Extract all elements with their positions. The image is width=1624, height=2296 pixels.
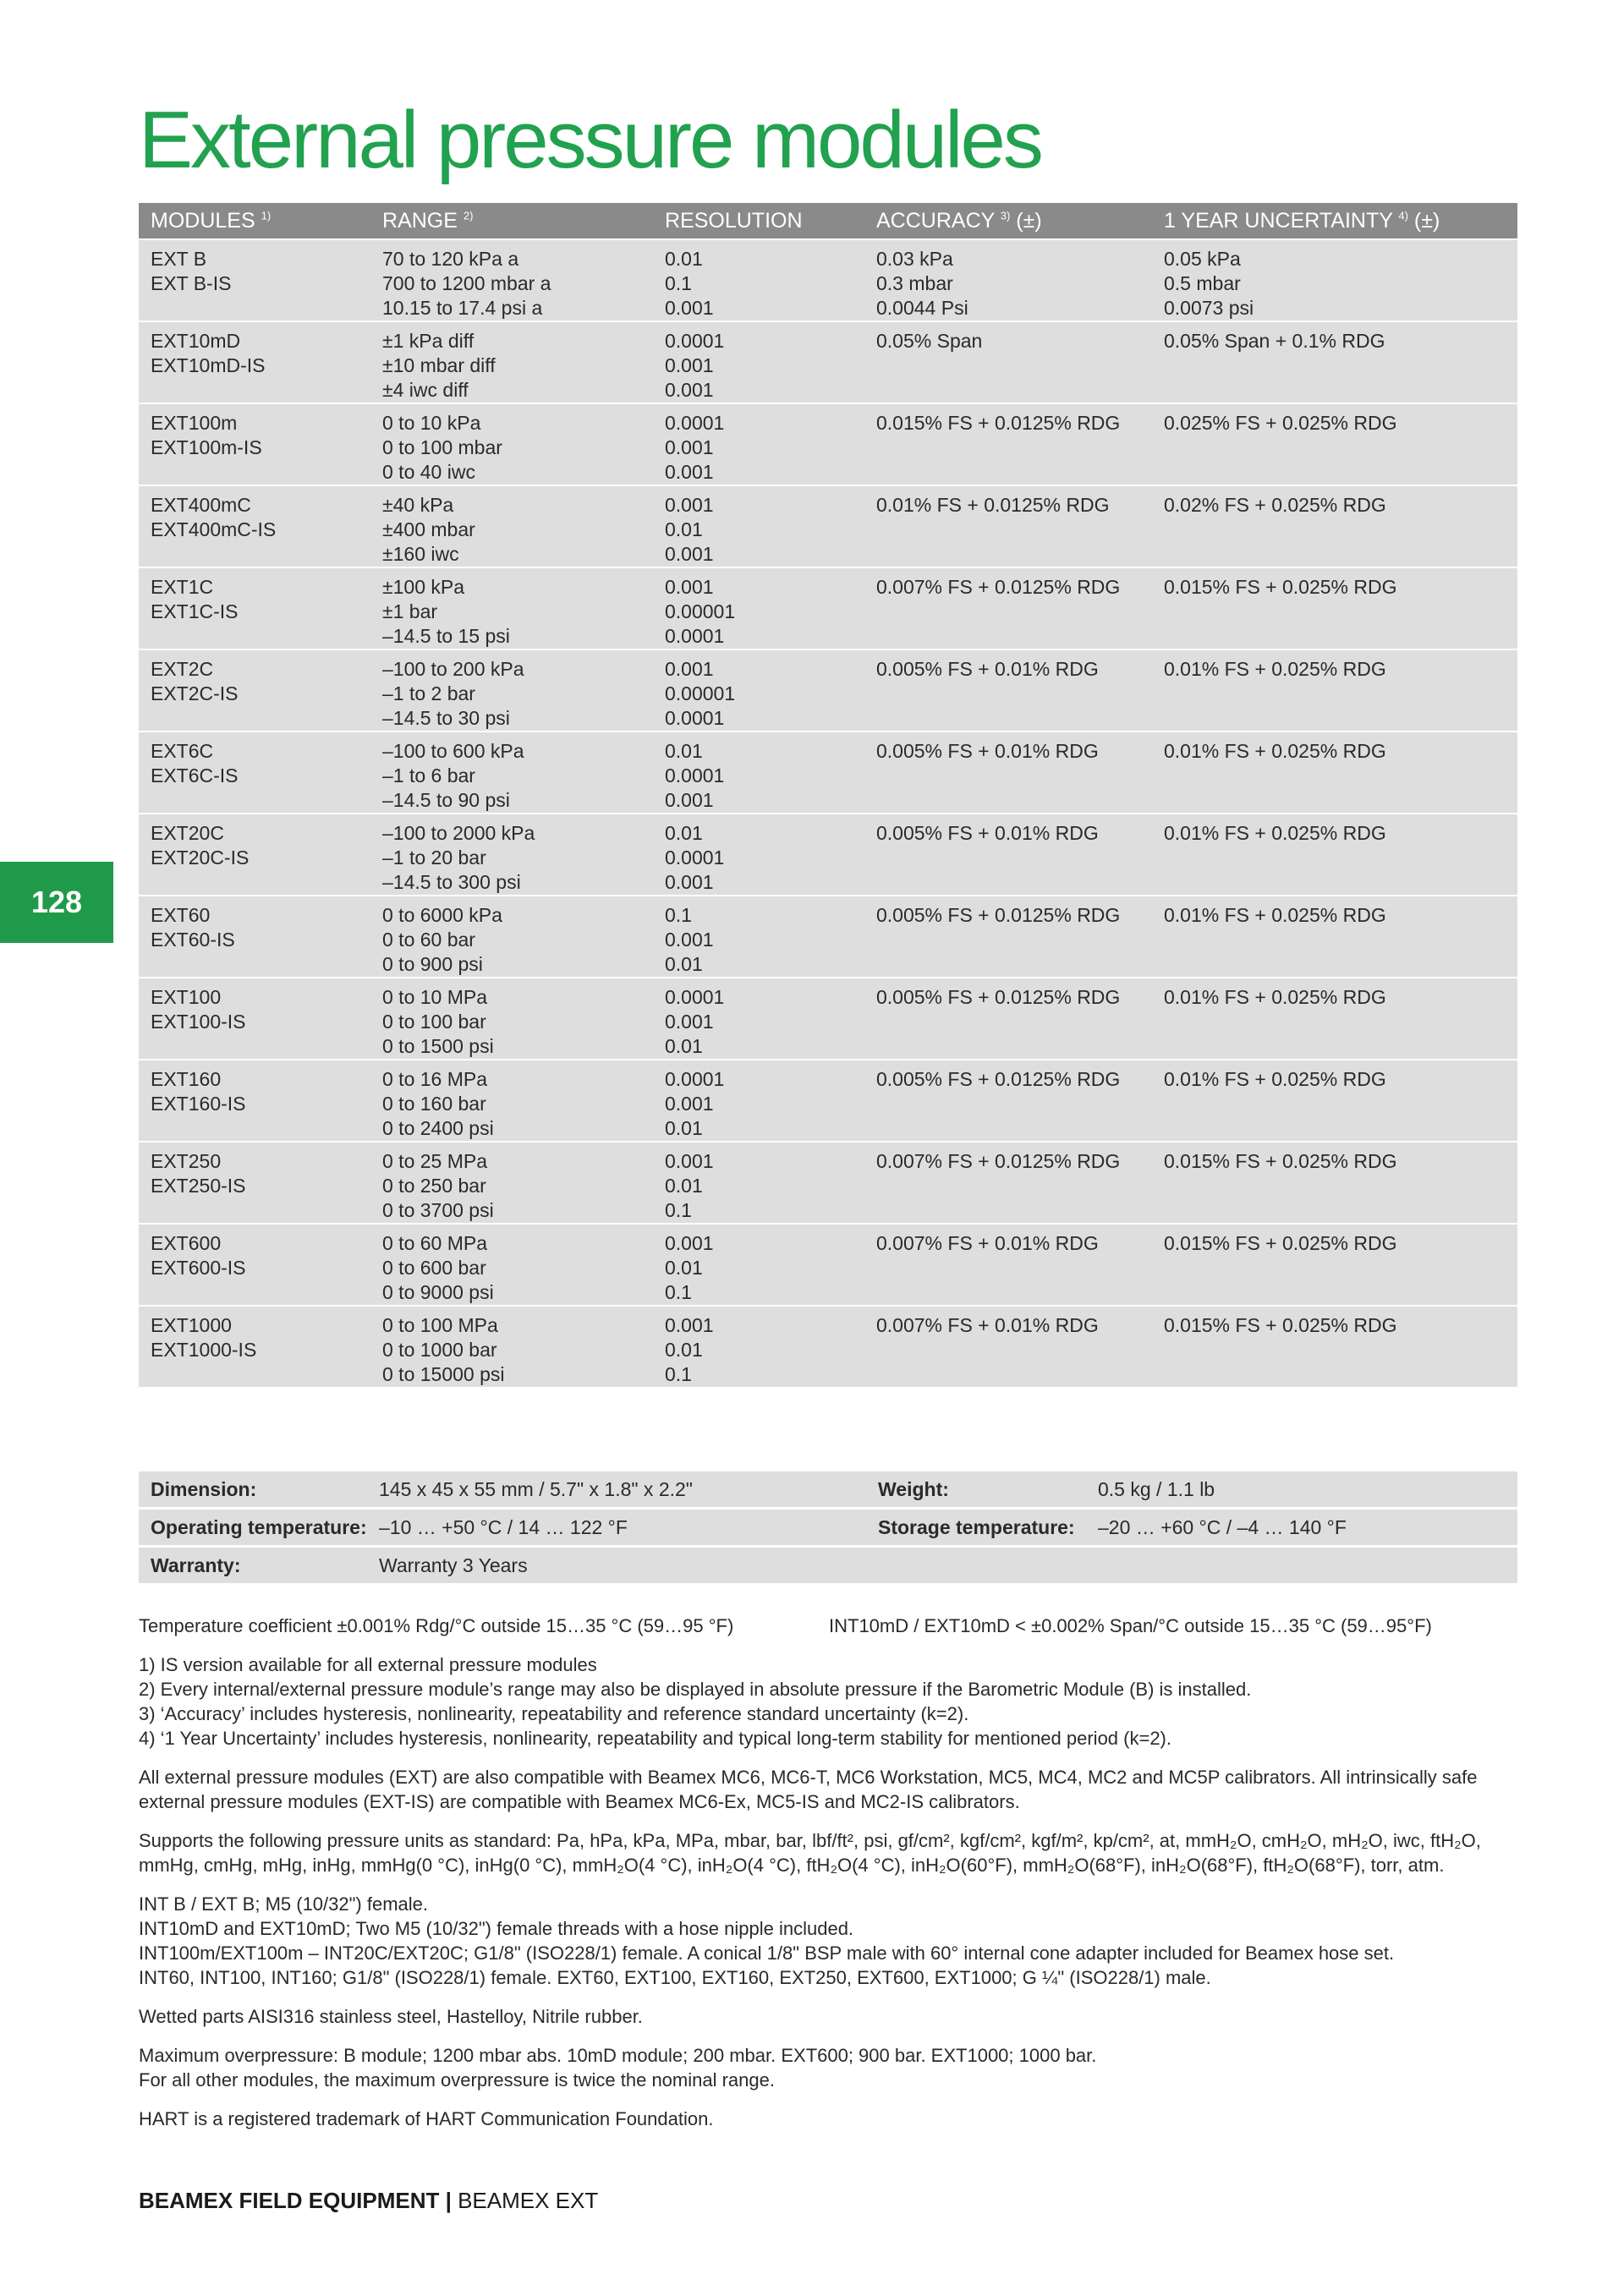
modules-line: EXT100 bbox=[151, 986, 222, 1008]
column-header bbox=[1152, 203, 1517, 239]
range-cell bbox=[370, 239, 653, 321]
range-line: 0 to 2400 psi bbox=[382, 1117, 494, 1139]
range-line: 0 to 15000 psi bbox=[382, 1363, 505, 1385]
empty-cell bbox=[1086, 1547, 1517, 1584]
modules-line: EXT10mD bbox=[151, 330, 241, 352]
resolution-line: 0.01 bbox=[665, 518, 703, 540]
range-line: 0 to 600 bar bbox=[382, 1257, 486, 1279]
resolution-line: 0.0001 bbox=[665, 986, 725, 1008]
resolution-line: 0.00001 bbox=[665, 682, 736, 704]
resolution-cell bbox=[653, 321, 864, 403]
resolution-cell bbox=[653, 485, 864, 567]
table-row bbox=[139, 403, 1517, 485]
column-header-label: 1 YEAR UNCERTAINTY bbox=[1164, 208, 1393, 233]
modules-line: EXT1C-IS bbox=[151, 600, 239, 622]
table-header-row bbox=[139, 203, 1517, 239]
range-line: 0 to 900 psi bbox=[382, 953, 483, 975]
range-line: 0 to 6000 kPa bbox=[382, 904, 502, 926]
modules-line: EXT10mD-IS bbox=[151, 354, 266, 376]
column-header-label: RESOLUTION bbox=[665, 208, 803, 233]
temperature-row bbox=[139, 1509, 1517, 1547]
uncertainty-line: 0.015% FS + 0.025% RDG bbox=[1164, 1232, 1397, 1254]
modules-line: EXT1000-IS bbox=[151, 1339, 257, 1361]
threads-line: INT60, INT100, INT160; G1/8" (ISO228/1) female. EXT60, EXT100, EXT160, EXT250, EXT600, EXT1000; G ¼" (ISO228/1) male. bbox=[139, 1967, 1211, 1988]
operating-temperature-label: Operating temperature: bbox=[139, 1509, 367, 1547]
accuracy-line: 0.005% FS + 0.01% RDG bbox=[876, 658, 1099, 680]
dimension-row bbox=[139, 1471, 1517, 1509]
operating-temperature-value: –10 … +50 °C / 14 … 122 °F bbox=[367, 1509, 866, 1547]
overpressure-line: For all other modules, the maximum overpressure is twice the nominal range. bbox=[139, 2069, 775, 2091]
page-footer bbox=[139, 2188, 598, 2214]
modules-cell bbox=[139, 1142, 370, 1224]
storage-temperature-value: –20 … +60 °C / –4 … 140 °F bbox=[1086, 1509, 1517, 1547]
modules-cell bbox=[139, 649, 370, 732]
uncertainty-line: 0.5 mbar bbox=[1164, 272, 1241, 294]
range-line: ±100 kPa bbox=[382, 576, 465, 598]
range-line: –14.5 to 90 psi bbox=[382, 789, 510, 811]
footnote-line: 2) Every internal/external pressure module’s range may also be displayed in absolute pressure if the Barometric Module (B) is installed. bbox=[139, 1679, 1252, 1700]
accuracy-cell bbox=[864, 1306, 1152, 1387]
resolution-line: 0.01 bbox=[665, 953, 703, 975]
warranty-value: Warranty 3 Years bbox=[367, 1547, 866, 1584]
uncertainty-line: 0.01% FS + 0.025% RDG bbox=[1164, 822, 1386, 844]
modules-cell bbox=[139, 321, 370, 403]
uncertainty-cell bbox=[1152, 485, 1517, 567]
range-cell bbox=[370, 732, 653, 814]
range-cell bbox=[370, 1224, 653, 1306]
range-line: –14.5 to 15 psi bbox=[382, 625, 510, 647]
resolution-line: 0.0001 bbox=[665, 330, 725, 352]
resolution-line: 0.001 bbox=[665, 436, 714, 458]
uncertainty-cell bbox=[1152, 239, 1517, 321]
range-line: ±400 mbar bbox=[382, 518, 475, 540]
threads-line: INT B / EXT B; M5 (10/32") female. bbox=[139, 1893, 429, 1915]
range-cell bbox=[370, 814, 653, 896]
resolution-line: 0.001 bbox=[665, 789, 714, 811]
range-line: ±10 mbar diff bbox=[382, 354, 496, 376]
modules-cell bbox=[139, 567, 370, 649]
specs-table bbox=[139, 203, 1517, 1387]
page-title: External pressure modules bbox=[139, 95, 1041, 185]
resolution-cell bbox=[653, 896, 864, 978]
range-line: –1 to 20 bar bbox=[382, 847, 486, 869]
accuracy-line: 0.015% FS + 0.0125% RDG bbox=[876, 412, 1121, 434]
accuracy-line: 0.007% FS + 0.01% RDG bbox=[876, 1232, 1099, 1254]
range-line: –1 to 2 bar bbox=[382, 682, 475, 704]
column-header bbox=[370, 203, 653, 239]
resolution-line: 0.1 bbox=[665, 1363, 692, 1385]
table-row bbox=[139, 1224, 1517, 1306]
units-line: mmHg, cmHg, mHg, inHg, mmHg(0 °C), inHg(0 °C), mmH₂O(4 °C), inH₂O(4 °C), ftH₂O(4 °C), inH₂O(60°F), mmH₂O(68°F), inH₂O(68°F), ftH₂O(68°F), torr, atm. bbox=[139, 1855, 1445, 1876]
resolution-line: 0.001 bbox=[665, 658, 714, 680]
range-cell bbox=[370, 649, 653, 732]
modules-line: EXT2C bbox=[151, 658, 214, 680]
range-cell bbox=[370, 1060, 653, 1142]
resolution-line: 0.001 bbox=[665, 494, 714, 516]
range-line: 0 to 3700 psi bbox=[382, 1199, 494, 1221]
footer-brand: BEAMEX FIELD EQUIPMENT bbox=[139, 2188, 440, 2213]
resolution-line: 0.0001 bbox=[665, 707, 725, 729]
table-row bbox=[139, 239, 1517, 321]
empty-cell bbox=[866, 1547, 1086, 1584]
accuracy-cell bbox=[864, 1224, 1152, 1306]
modules-line: EXT250-IS bbox=[151, 1175, 246, 1197]
footer-separator: | bbox=[439, 2188, 458, 2213]
footer-product: BEAMEX EXT bbox=[458, 2188, 599, 2213]
resolution-line: 0.001 bbox=[665, 929, 714, 951]
accuracy-cell bbox=[864, 321, 1152, 403]
uncertainty-cell bbox=[1152, 814, 1517, 896]
modules-line: EXT160-IS bbox=[151, 1093, 246, 1115]
range-line: 0 to 10 kPa bbox=[382, 412, 481, 434]
resolution-line: 0.001 bbox=[665, 1093, 714, 1115]
resolution-cell bbox=[653, 403, 864, 485]
uncertainty-cell bbox=[1152, 1306, 1517, 1387]
dimension-value: 145 x 45 x 55 mm / 5.7" x 1.8" x 2.2" bbox=[367, 1471, 866, 1509]
range-line: ±1 kPa diff bbox=[382, 330, 475, 352]
uncertainty-line: 0.01% FS + 0.025% RDG bbox=[1164, 740, 1386, 762]
uncertainty-cell bbox=[1152, 978, 1517, 1060]
range-line: 70 to 120 kPa a bbox=[382, 248, 519, 270]
modules-cell bbox=[139, 732, 370, 814]
modules-line: EXT60 bbox=[151, 904, 211, 926]
table-row bbox=[139, 1306, 1517, 1387]
column-header-suffix: (±) bbox=[1407, 208, 1440, 233]
resolution-line: 0.01 bbox=[665, 1339, 703, 1361]
range-line: –14.5 to 30 psi bbox=[382, 707, 510, 729]
modules-line: EXT20C-IS bbox=[151, 847, 250, 869]
resolution-line: 0.01 bbox=[665, 1175, 703, 1197]
footnote-ref: 3) bbox=[1000, 209, 1011, 222]
modules-cell bbox=[139, 1224, 370, 1306]
accuracy-line: 0.05% Span bbox=[876, 330, 983, 352]
range-line: 0 to 250 bar bbox=[382, 1175, 486, 1197]
range-line: –100 to 600 kPa bbox=[382, 740, 524, 762]
accuracy-cell bbox=[864, 649, 1152, 732]
modules-line: EXT20C bbox=[151, 822, 224, 844]
trademark-note: HART is a registered trademark of HART Communication Foundation. bbox=[139, 2108, 714, 2129]
compatibility-note bbox=[139, 1765, 1517, 1814]
footnote-ref: 2) bbox=[463, 209, 474, 222]
resolution-cell bbox=[653, 1142, 864, 1224]
resolution-cell bbox=[653, 239, 864, 321]
footnote-line: 3) ‘Accuracy’ includes hysteresis, nonlinearity, repeatability and reference standard uncertainty (k=2). bbox=[139, 1703, 969, 1724]
modules-line: EXT600 bbox=[151, 1232, 222, 1254]
resolution-line: 0.01 bbox=[665, 1257, 703, 1279]
resolution-cell bbox=[653, 1306, 864, 1387]
range-line: 0 to 100 bar bbox=[382, 1011, 486, 1033]
modules-line: EXT6C-IS bbox=[151, 764, 239, 786]
column-header-suffix: (±) bbox=[1010, 208, 1042, 233]
temperature-coefficient-general: Temperature coefficient ±0.001% Rdg/°C outside 15…35 °C (59…95 °F) bbox=[139, 1615, 734, 1636]
range-line: –100 to 200 kPa bbox=[382, 658, 524, 680]
uncertainty-line: 0.025% FS + 0.025% RDG bbox=[1164, 412, 1397, 434]
modules-line: EXT250 bbox=[151, 1150, 222, 1172]
uncertainty-line: 0.015% FS + 0.025% RDG bbox=[1164, 1150, 1397, 1172]
accuracy-line: 0.0044 Psi bbox=[876, 297, 968, 319]
uncertainty-line: 0.01% FS + 0.025% RDG bbox=[1164, 658, 1386, 680]
footnotes bbox=[139, 1652, 1517, 1751]
compatibility-line: external pressure modules (EXT-IS) are compatible with Beamex MC6-Ex, MC5-IS and MC2-IS calibrators. bbox=[139, 1791, 1020, 1812]
range-cell bbox=[370, 896, 653, 978]
uncertainty-cell bbox=[1152, 649, 1517, 732]
resolution-line: 0.001 bbox=[665, 1314, 714, 1336]
range-cell bbox=[370, 567, 653, 649]
table-row bbox=[139, 321, 1517, 403]
table-row bbox=[139, 978, 1517, 1060]
modules-line: EXT160 bbox=[151, 1068, 222, 1090]
range-cell bbox=[370, 321, 653, 403]
accuracy-line: 0.007% FS + 0.0125% RDG bbox=[876, 1150, 1121, 1172]
modules-cell bbox=[139, 1060, 370, 1142]
range-line: –14.5 to 300 psi bbox=[382, 871, 521, 893]
accuracy-cell bbox=[864, 896, 1152, 978]
weight-label: Weight: bbox=[866, 1471, 1086, 1509]
modules-cell bbox=[139, 239, 370, 321]
range-line: 0 to 100 MPa bbox=[382, 1314, 498, 1336]
uncertainty-line: 0.05 kPa bbox=[1164, 248, 1241, 270]
resolution-line: 0.0001 bbox=[665, 412, 725, 434]
threads-line: INT10mD and EXT10mD; Two M5 (10/32") female threads with a hose nipple included. bbox=[139, 1918, 854, 1939]
range-line: 0 to 10 MPa bbox=[382, 986, 488, 1008]
resolution-line: 0.0001 bbox=[665, 1068, 725, 1090]
modules-line: EXT100m bbox=[151, 412, 238, 434]
range-line: 0 to 60 MPa bbox=[382, 1232, 488, 1254]
resolution-line: 0.0001 bbox=[665, 764, 725, 786]
uncertainty-line: 0.015% FS + 0.025% RDG bbox=[1164, 1314, 1397, 1336]
accuracy-cell bbox=[864, 239, 1152, 321]
range-cell bbox=[370, 403, 653, 485]
modules-line: EXT400mC-IS bbox=[151, 518, 277, 540]
resolution-line: 0.001 bbox=[665, 379, 714, 401]
accuracy-line: 0.005% FS + 0.0125% RDG bbox=[876, 986, 1121, 1008]
resolution-line: 0.001 bbox=[665, 543, 714, 565]
resolution-cell bbox=[653, 732, 864, 814]
table-row bbox=[139, 814, 1517, 896]
uncertainty-line: 0.0073 psi bbox=[1164, 297, 1254, 319]
resolution-cell bbox=[653, 814, 864, 896]
modules-line: EXT600-IS bbox=[151, 1257, 246, 1279]
resolution-line: 0.01 bbox=[665, 822, 703, 844]
uncertainty-line: 0.05% Span + 0.1% RDG bbox=[1164, 330, 1385, 352]
modules-line: EXT2C-IS bbox=[151, 682, 239, 704]
range-line: 0 to 160 bar bbox=[382, 1093, 486, 1115]
modules-line: EXT60-IS bbox=[151, 929, 235, 951]
pressure-units-note bbox=[139, 1828, 1517, 1877]
resolution-line: 0.01 bbox=[665, 1035, 703, 1057]
accuracy-line: 0.01% FS + 0.0125% RDG bbox=[876, 494, 1110, 516]
resolution-line: 0.001 bbox=[665, 297, 714, 319]
range-line: –100 to 2000 kPa bbox=[382, 822, 535, 844]
resolution-line: 0.00001 bbox=[665, 600, 736, 622]
resolution-line: 0.001 bbox=[665, 1150, 714, 1172]
temperature-coefficient bbox=[139, 1614, 1517, 1638]
units-line: Supports the following pressure units as standard: Pa, hPa, kPa, MPa, mbar, bar, lbf/ft², psi, gf/cm², kgf/cm², kgf/m², kp/cm², at, mmH₂O, cmH₂O, mH₂O, iwc, ftH₂O, bbox=[139, 1830, 1481, 1851]
general-specs-table bbox=[139, 1469, 1517, 1583]
resolution-line: 0.0001 bbox=[665, 625, 725, 647]
column-header-label: ACCURACY bbox=[876, 208, 995, 233]
resolution-cell bbox=[653, 978, 864, 1060]
modules-line: EXT B-IS bbox=[151, 272, 232, 294]
overpressure-note bbox=[139, 2043, 1517, 2092]
range-line: 0 to 16 MPa bbox=[382, 1068, 488, 1090]
threads-line: INT100m/EXT100m – INT20C/EXT20C; G1/8" (ISO228/1) female. A conical 1/8" BSP male with 60° internal cone adapter included for Beamex hose set. bbox=[139, 1943, 1395, 1964]
uncertainty-line: 0.02% FS + 0.025% RDG bbox=[1164, 494, 1386, 516]
range-line: 700 to 1200 mbar a bbox=[382, 272, 551, 294]
accuracy-cell bbox=[864, 403, 1152, 485]
warranty-label: Warranty: bbox=[139, 1547, 367, 1584]
accuracy-line: 0.007% FS + 0.01% RDG bbox=[876, 1314, 1099, 1336]
modules-line: EXT100-IS bbox=[151, 1011, 246, 1033]
weight-value: 0.5 kg / 1.1 lb bbox=[1086, 1471, 1517, 1509]
resolution-line: 0.1 bbox=[665, 904, 692, 926]
temperature-coefficient-10md: INT10mD / EXT10mD < ±0.002% Span/°C outside 15…35 °C (59…95°F) bbox=[829, 1615, 1432, 1636]
page-number-tab: 128 bbox=[0, 862, 113, 943]
dimension-label: Dimension: bbox=[139, 1471, 367, 1509]
accuracy-cell bbox=[864, 1060, 1152, 1142]
modules-line: EXT400mC bbox=[151, 494, 251, 516]
resolution-cell bbox=[653, 567, 864, 649]
accuracy-cell bbox=[864, 978, 1152, 1060]
range-line: 0 to 1500 psi bbox=[382, 1035, 494, 1057]
modules-cell bbox=[139, 485, 370, 567]
footnote-ref: 4) bbox=[1398, 209, 1408, 222]
resolution-line: 0.001 bbox=[665, 576, 714, 598]
accuracy-line: 0.03 kPa bbox=[876, 248, 953, 270]
resolution-cell bbox=[653, 1060, 864, 1142]
uncertainty-cell bbox=[1152, 1224, 1517, 1306]
table-row bbox=[139, 649, 1517, 732]
accuracy-line: 0.005% FS + 0.01% RDG bbox=[876, 740, 1099, 762]
resolution-cell bbox=[653, 1224, 864, 1306]
modules-line: EXT B bbox=[151, 248, 207, 270]
uncertainty-cell bbox=[1152, 1060, 1517, 1142]
range-cell bbox=[370, 978, 653, 1060]
accuracy-cell bbox=[864, 485, 1152, 567]
column-header bbox=[864, 203, 1152, 239]
uncertainty-line: 0.015% FS + 0.025% RDG bbox=[1164, 576, 1397, 598]
range-line: 0 to 9000 psi bbox=[382, 1281, 494, 1303]
modules-cell bbox=[139, 403, 370, 485]
uncertainty-cell bbox=[1152, 403, 1517, 485]
range-line: ±40 kPa bbox=[382, 494, 454, 516]
range-cell bbox=[370, 1142, 653, 1224]
resolution-line: 0.001 bbox=[665, 1232, 714, 1254]
accuracy-cell bbox=[864, 732, 1152, 814]
accuracy-cell bbox=[864, 567, 1152, 649]
range-line: 0 to 25 MPa bbox=[382, 1150, 488, 1172]
resolution-line: 0.001 bbox=[665, 354, 714, 376]
resolution-cell bbox=[653, 649, 864, 732]
resolution-line: 0.1 bbox=[665, 1199, 692, 1221]
compatibility-line: All external pressure modules (EXT) are also compatible with Beamex MC6, MC6-T, MC6 Workstation, MC5, MC4, MC2 and MC5P calibrators. All intrinsically safe bbox=[139, 1767, 1478, 1788]
uncertainty-line: 0.01% FS + 0.025% RDG bbox=[1164, 986, 1386, 1008]
modules-line: EXT100m-IS bbox=[151, 436, 262, 458]
modules-cell bbox=[139, 814, 370, 896]
column-header bbox=[653, 203, 864, 239]
column-header-label: MODULES bbox=[151, 208, 255, 233]
wetted-parts-note: Wetted parts AISI316 stainless steel, Hastelloy, Nitrile rubber. bbox=[139, 2006, 643, 2027]
accuracy-cell bbox=[864, 814, 1152, 896]
threads-note bbox=[139, 1892, 1517, 1990]
range-line: ±160 iwc bbox=[382, 543, 459, 565]
table-row bbox=[139, 567, 1517, 649]
column-header-label: RANGE bbox=[382, 208, 458, 233]
range-line: ±4 iwc diff bbox=[382, 379, 469, 401]
resolution-line: 0.01 bbox=[665, 1117, 703, 1139]
notes-section bbox=[139, 1614, 1517, 2145]
uncertainty-cell bbox=[1152, 1142, 1517, 1224]
modules-cell bbox=[139, 896, 370, 978]
range-cell bbox=[370, 1306, 653, 1387]
uncertainty-line: 0.01% FS + 0.025% RDG bbox=[1164, 904, 1386, 926]
resolution-line: 0.001 bbox=[665, 461, 714, 483]
resolution-line: 0.01 bbox=[665, 740, 703, 762]
range-line: 0 to 100 mbar bbox=[382, 436, 502, 458]
resolution-line: 0.1 bbox=[665, 1281, 692, 1303]
table-row bbox=[139, 1060, 1517, 1142]
resolution-line: 0.1 bbox=[665, 272, 692, 294]
uncertainty-cell bbox=[1152, 732, 1517, 814]
footnote-ref: 1) bbox=[261, 209, 272, 222]
resolution-line: 0.0001 bbox=[665, 847, 725, 869]
accuracy-line: 0.007% FS + 0.0125% RDG bbox=[876, 576, 1121, 598]
warranty-row bbox=[139, 1547, 1517, 1584]
accuracy-line: 0.005% FS + 0.0125% RDG bbox=[876, 904, 1121, 926]
overpressure-line: Maximum overpressure: B module; 1200 mbar abs. 10mD module; 200 mbar. EXT600; 900 bar. EXT1000; 1000 bar. bbox=[139, 2045, 1097, 2066]
uncertainty-cell bbox=[1152, 896, 1517, 978]
column-header bbox=[139, 203, 370, 239]
footnote-line: 4) ‘1 Year Uncertainty’ includes hysteresis, nonlinearity, repeatability and typical long-term stability for mentioned period (k=2). bbox=[139, 1728, 1171, 1749]
range-line: –1 to 6 bar bbox=[382, 764, 475, 786]
range-line: 0 to 40 iwc bbox=[382, 461, 475, 483]
table-row bbox=[139, 732, 1517, 814]
resolution-line: 0.001 bbox=[665, 1011, 714, 1033]
resolution-line: 0.001 bbox=[665, 871, 714, 893]
modules-cell bbox=[139, 1306, 370, 1387]
uncertainty-cell bbox=[1152, 567, 1517, 649]
table-row bbox=[139, 896, 1517, 978]
accuracy-line: 0.005% FS + 0.01% RDG bbox=[876, 822, 1099, 844]
modules-cell bbox=[139, 978, 370, 1060]
range-line: 0 to 1000 bar bbox=[382, 1339, 497, 1361]
accuracy-line: 0.3 mbar bbox=[876, 272, 953, 294]
range-line: 0 to 60 bar bbox=[382, 929, 475, 951]
uncertainty-line: 0.01% FS + 0.025% RDG bbox=[1164, 1068, 1386, 1090]
storage-temperature-label: Storage temperature: bbox=[866, 1509, 1086, 1547]
modules-line: EXT1000 bbox=[151, 1314, 232, 1336]
accuracy-line: 0.005% FS + 0.0125% RDG bbox=[876, 1068, 1121, 1090]
modules-line: EXT1C bbox=[151, 576, 214, 598]
footnote-line: 1) IS version available for all external pressure modules bbox=[139, 1654, 597, 1675]
accuracy-cell bbox=[864, 1142, 1152, 1224]
table-row bbox=[139, 485, 1517, 567]
table-row bbox=[139, 1142, 1517, 1224]
modules-line: EXT6C bbox=[151, 740, 214, 762]
resolution-line: 0.01 bbox=[665, 248, 703, 270]
uncertainty-cell bbox=[1152, 321, 1517, 403]
range-line: ±1 bar bbox=[382, 600, 438, 622]
range-line: 10.15 to 17.4 psi a bbox=[382, 297, 543, 319]
range-cell bbox=[370, 485, 653, 567]
